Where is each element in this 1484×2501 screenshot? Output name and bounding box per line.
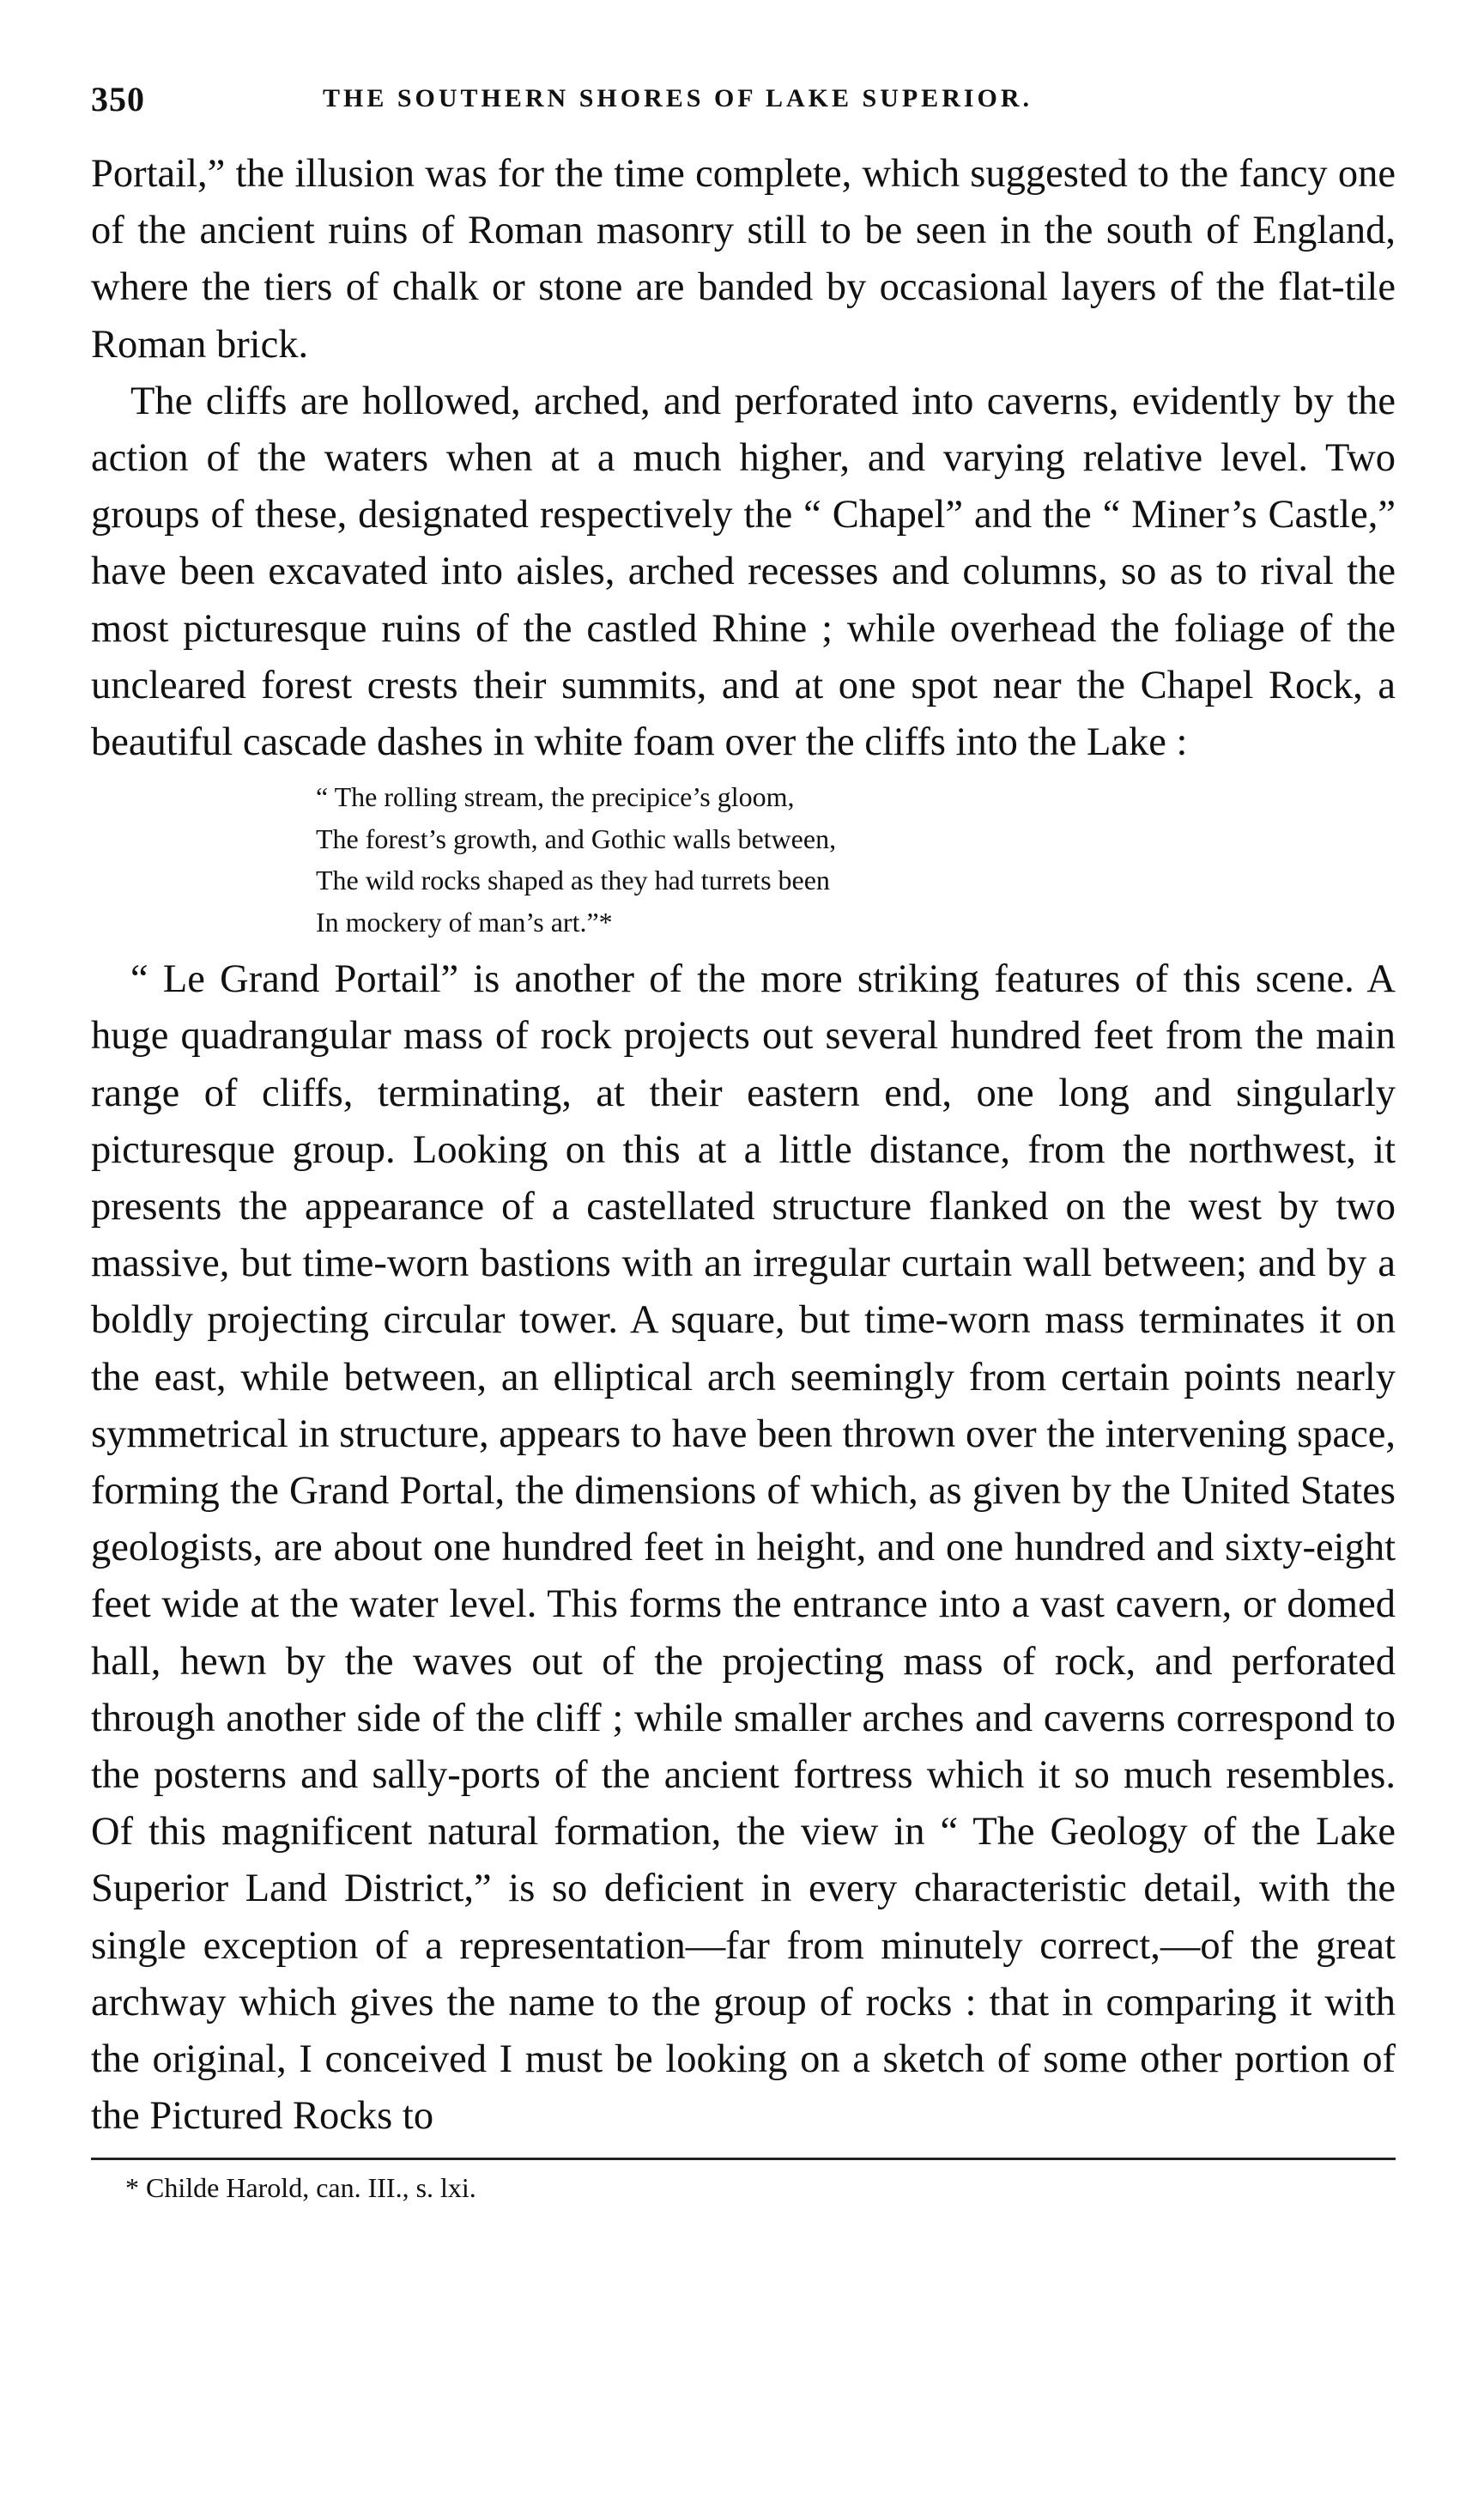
verse-line: The wild rocks shaped as they had turrets been [316,865,830,896]
footnote-rule [91,2158,1396,2160]
footnote: * Childe Harold, can. III., s. lxi. [125,2171,476,2203]
body-text [91,146,1396,2146]
paragraph: “ Le Grand Portail” is another of the more striking features of this scene. A huge quadrangular mass of rock projects out several hundred feet from the main range of cliffs, terminating, at their eastern end, one long and singularly picturesque group. Looking on this at a little distance, from the northwest, it presents the appearance of a castellated structure flanked on the west by two massive, but time-worn bastions with an irregular curtain wall between; and by a boldly projecting circular tower. A square, but time-worn mass terminates it on the east, while between, an elliptical arch seemingly from certain points nearly symmetrical in structure, appears to have been thrown over the intervening space, forming the Grand Portal, the dimensions of which, as given by the United States geologists, are about one hundred feet in height, and one hundred and sixty-eight feet wide at the water level. This forms the entrance into a vast cavern, or domed hall, hewn by the waves out of the projecting mass of rock, and perforated through another side of the cliff ; while smaller arches and caverns correspond to the posterns and sally-ports of the ancient fortress which it so much resembles. Of this magnificent natural formation, the view in “ The Geology of the Lake Superior Land District,” is so deficient in every characteristic detail, with the single exception of a representation—far from minutely correct,—of the great archway which gives the name to the group of rocks : that in comparing it with the original, I conceived I must be looking on a sketch of some other portion of the Pictured Rocks to [91,957,1396,2139]
verse-line: In mockery of man’s art.”* [316,906,613,938]
running-head [91,79,1396,127]
running-title: THE SOUTHERN SHORES OF LAKE SUPERIOR. [323,84,1033,112]
verse-line: “ The rolling stream, the precipice’s gloom, [316,781,795,813]
paragraph: The cliffs are hollowed, arched, and perforated into caverns, evidently by the action of the waters when at a much higher, and varying relative level. Two groups of these, designated respectively the “ Chapel” and the “ Miner’s Castle,” have been excavated into aisles, arched recesses and columns, so as to rival the most picturesque ruins of the castled Rhine ; while overhead the foliage of the uncleared forest crests their summits, and at one spot near the Chapel Rock, a beautiful cascade dashes in white foam over the cliffs into the Lake : [91,379,1396,765]
page-number: 350 [91,80,145,118]
verse-line: The forest’s growth, and Gothic walls between, [316,823,837,854]
paragraph: Portail,” the illusion was for the time complete, which suggested to the fancy one of the ancient ruins of Roman masonry still to be seen in the south of England, where the tiers of chalk or stone are banded by occasional layers of the flat-tile Roman brick. [91,152,1396,367]
verse-quotation [316,776,1396,943]
book-page [91,79,1396,2207]
